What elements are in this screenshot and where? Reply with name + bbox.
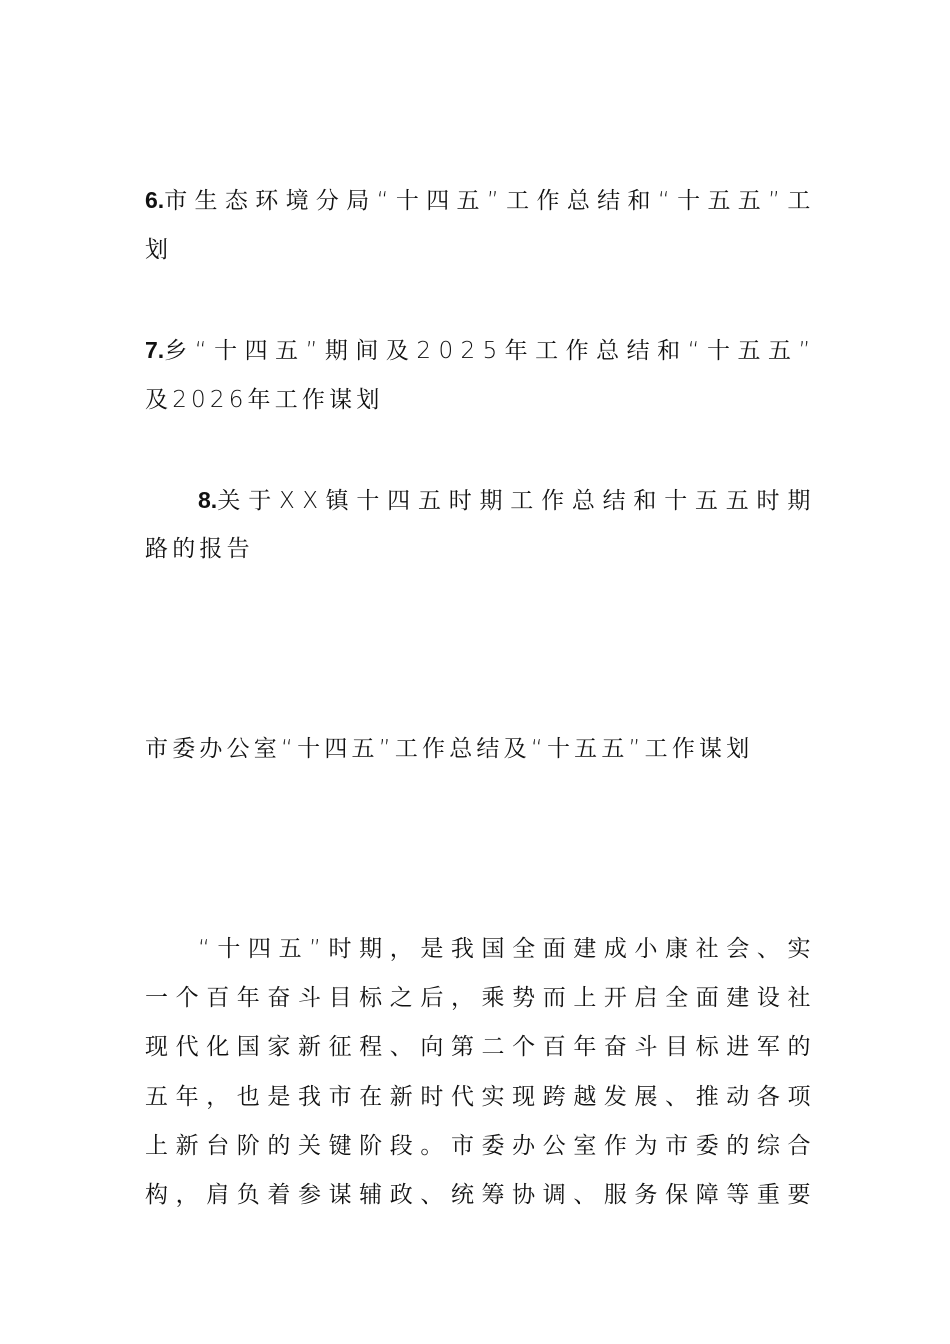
list-item-6-line-1: [145, 175, 810, 225]
list-item-8-text-2: 路的报告: [145, 536, 254, 562]
list-item-7-number: 7.: [145, 337, 165, 363]
body-text-6: 构 ， 肩 负 着 参 谋 辅 政 、 统 筹 协 调 、 服 务 保 障 等 重 要: [145, 1182, 810, 1208]
body-text-5: 上 新 台 阶 的 关 键 阶 段 。 市 委 办 公 室 作 为 市 委 的 综 合: [145, 1133, 810, 1159]
body-line-2: [145, 973, 810, 1023]
body-line-1: [198, 924, 810, 974]
article-title-text: 市委办公室“十四五”工作总结及“十五五”工作谋划: [145, 736, 754, 762]
list-item-8-line-1: [198, 475, 810, 525]
list-item-8-number: 8.: [198, 487, 218, 513]
list-item-7-text-1: 乡 “ 十 四 五 ” 期 间 及 2 0 2 5 年 工 作 总 结 和 “ 十 五 五 ”: [164, 338, 810, 364]
body-line-3: [145, 1022, 810, 1072]
body-text-3: 现 代 化 国 家 新 征 程 、 向 第 二 个 百 年 奋 斗 目 标 进 军 的: [145, 1034, 810, 1060]
list-item-6-number: 6.: [145, 187, 165, 213]
list-item-8-text-1: 关 于 X X 镇 十 四 五 时 期 工 作 总 结 和 十 五 五 时 期: [217, 488, 810, 514]
list-item-7-text-2: 及2026年工作谋划: [145, 387, 384, 413]
list-item-6-line-2: [145, 225, 810, 275]
body-line-4: [145, 1072, 810, 1122]
body-text-4: 五 年 ， 也 是 我 市 在 新 时 代 实 现 跨 越 发 展 、 推 动 各 项: [145, 1084, 810, 1110]
article-title: [145, 724, 810, 774]
list-item-7-line-1: [145, 325, 810, 375]
body-line-5: [145, 1121, 810, 1171]
list-item-6-text-2: 划: [145, 237, 173, 263]
list-item-8-line-2: [145, 524, 810, 574]
body-line-6: [145, 1170, 810, 1220]
list-item-7-line-2: [145, 375, 810, 425]
body-text-2: 一 个 百 年 奋 斗 目 标 之 后 ， 乘 势 而 上 开 启 全 面 建 设 社: [145, 985, 810, 1011]
list-item-6-text-1: 市 生 态 环 境 分 局 “ 十 四 五 ” 工 作 总 结 和 “ 十 五 五 ” 工: [164, 188, 810, 214]
body-text-1: “ 十 四 五 ” 时 期 ， 是 我 国 全 面 建 成 小 康 社 会 、 实: [198, 936, 810, 962]
